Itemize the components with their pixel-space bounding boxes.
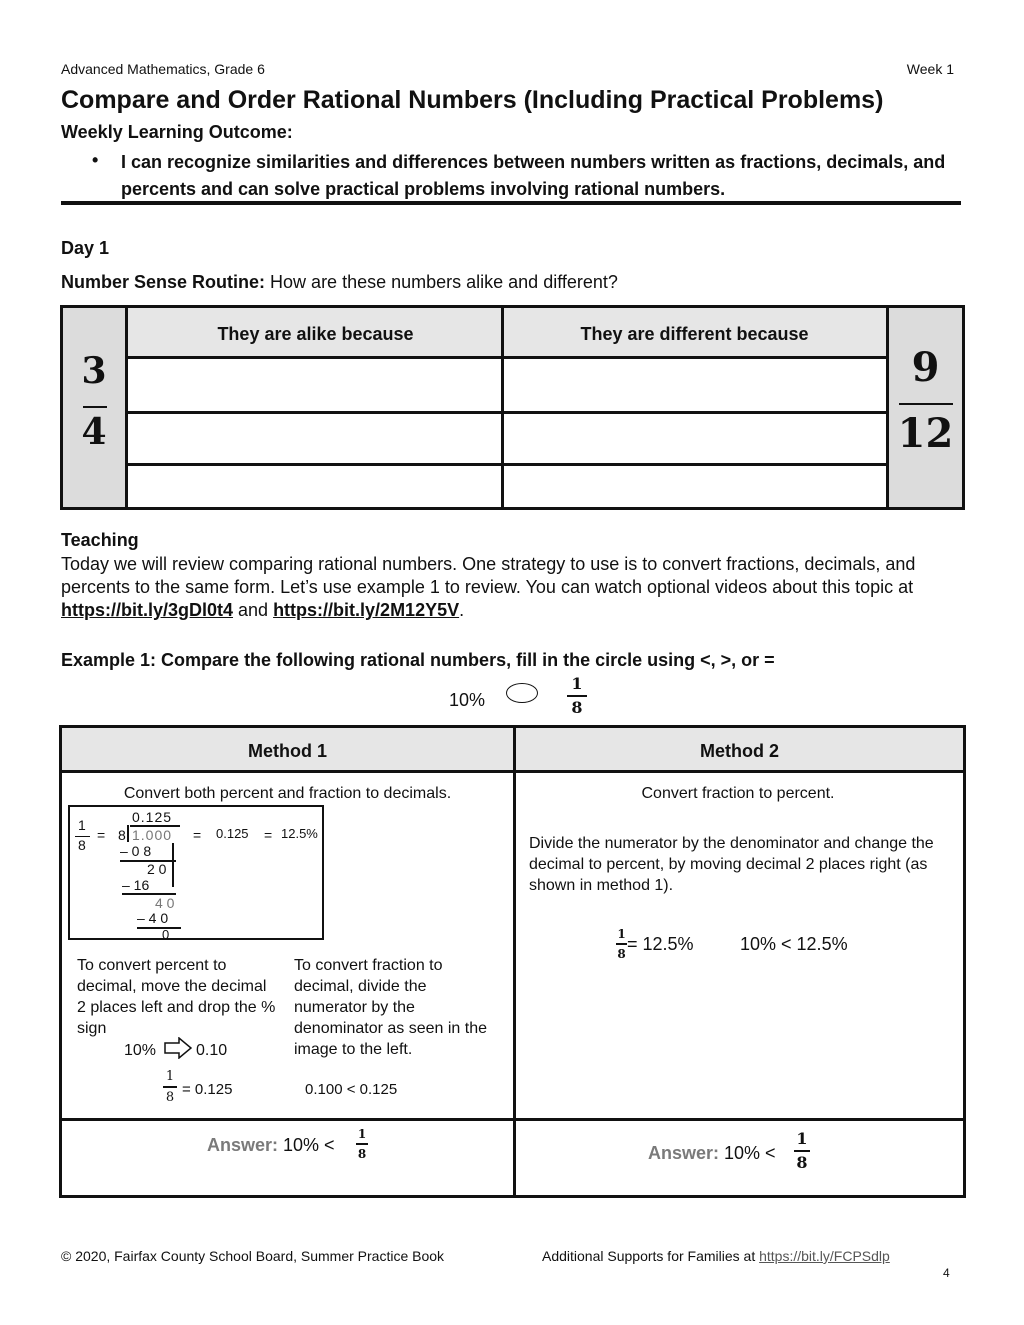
method2-answer	[648, 1143, 776, 1164]
method2-header: Method 2	[516, 728, 963, 773]
division-bracket-side	[127, 825, 129, 842]
bullet-icon: •	[92, 150, 99, 170]
number-sense-prompt	[61, 272, 618, 293]
division-quotient: 0.125	[132, 809, 173, 825]
method2-fraction	[616, 928, 627, 960]
footer-copyright: © 2020, Fairfax County School Board, Summer Practice Book	[61, 1248, 445, 1264]
method2-comparison: 10% < 12.5%	[740, 934, 848, 954]
example1-fraction-denominator: 8	[571, 697, 583, 717]
division-equals: =	[264, 827, 273, 843]
fraction-bar	[616, 943, 627, 945]
division-result-decimal: 0.125	[216, 826, 249, 841]
example1-heading: Example 1: Compare the following rational numbers, fill in the circle using <, >, or =	[61, 650, 775, 670]
division-result-percent: 12.5%	[281, 826, 318, 841]
different-answer-cell[interactable]	[504, 414, 886, 463]
division-fraction-numerator: 1	[78, 817, 86, 833]
fraction-to-decimal-note: To convert fraction to decimal, divide the numerator by the denominator as seen in the image to the left.	[294, 957, 488, 1058]
fraction-bar	[356, 1143, 368, 1145]
percent-example-from: 10%	[124, 1042, 157, 1059]
method2-answer-numerator: 1	[796, 1129, 808, 1148]
division-fraction-denominator: 8	[78, 837, 86, 853]
long-division-image	[68, 805, 324, 940]
comparison-circle[interactable]	[506, 683, 538, 703]
division-step: – 16	[122, 877, 150, 893]
video-link-1[interactable]: https://bit.ly/3gDl0t4	[61, 600, 234, 620]
teaching-text: Today we will review comparing rational numbers. One strategy to use is to convert fractions, decimals, and percents to the same form. Let’s use example 1 to review. You can watch optional videos about this topic at	[61, 554, 916, 597]
alike-answer-cell[interactable]	[131, 466, 501, 507]
alike-answer-cell[interactable]	[131, 359, 501, 411]
method2-answer-label: Answer:	[648, 1143, 720, 1163]
teaching-paragraph	[61, 553, 961, 622]
footer-supports-text: Additional Supports for Families at	[542, 1248, 760, 1264]
method1-intro: Convert both percent and fraction to decimals.	[123, 785, 452, 802]
division-step: 4 0	[155, 895, 175, 911]
method1-answer-fraction	[356, 1128, 368, 1160]
method1-answer	[207, 1135, 335, 1156]
division-step: – 4 0	[137, 910, 169, 926]
method1-answer-text: 10% <	[283, 1135, 335, 1155]
left-fraction-denominator: 4	[81, 411, 107, 453]
outcome-heading: Weekly Learning Outcome:	[61, 122, 293, 142]
example1-fraction-numerator: 1	[571, 674, 583, 693]
left-fraction-cell	[63, 308, 128, 507]
method1-answer-denominator: 8	[357, 1146, 367, 1161]
course-name: Advanced Mathematics, Grade 6	[61, 61, 265, 77]
method1-answer-numerator: 1	[357, 1127, 367, 1141]
division-equals: =	[193, 827, 202, 843]
method2-intro: Convert fraction to percent.	[641, 785, 835, 802]
alike-different-table	[60, 305, 965, 510]
teaching-heading: Teaching	[61, 530, 139, 550]
method2-fraction-denominator: 8	[617, 946, 626, 961]
right-fraction-cell	[886, 308, 962, 507]
number-sense-label: Number Sense Routine:	[61, 272, 266, 292]
footer-supports	[542, 1248, 890, 1264]
page-number: 4	[943, 1266, 950, 1280]
right-fraction-bar	[899, 403, 953, 405]
method1-fraction	[163, 1070, 177, 1104]
outcome-text: I can recognize similarities and differences between numbers written as fractions, decimals, and percents and can solve practical problems involving rational numbers.	[121, 152, 946, 199]
method2-answer-text: 10% <	[724, 1143, 776, 1163]
division-equals: =	[97, 827, 106, 843]
percent-to-decimal-note: To convert percent to decimal, move the decimal 2 places left and drop the % sign	[77, 957, 276, 1037]
method1-fraction-numerator: 1	[165, 1069, 175, 1084]
method2-answer-denominator: 8	[796, 1152, 808, 1172]
week-label: Week 1	[906, 61, 954, 77]
method2-fraction-numerator: 1	[617, 927, 626, 941]
method2-fraction-result: = 12.5%	[627, 934, 694, 954]
teaching-period: .	[459, 600, 465, 620]
right-arrow-icon	[164, 1037, 192, 1064]
day-heading: Day 1	[61, 238, 110, 258]
method2-answer-fraction	[794, 1131, 810, 1171]
example1-percent: 10%	[449, 690, 486, 710]
right-fraction-denominator: 12	[897, 410, 954, 457]
fraction-bar	[794, 1150, 810, 1152]
different-answer-cell[interactable]	[504, 359, 886, 411]
fraction-bar	[567, 695, 587, 697]
percent-example-to: 0.10	[196, 1042, 228, 1059]
division-dividend: 1.000	[132, 827, 173, 843]
teaching-and: and	[233, 600, 274, 620]
alike-column-header: They are alike because	[128, 308, 503, 359]
division-step-line	[137, 927, 181, 929]
division-step: 0	[162, 927, 170, 942]
left-fraction-bar	[83, 406, 107, 408]
left-fraction-numerator: 3	[81, 350, 107, 392]
answer-row-divider	[62, 1118, 963, 1121]
number-sense-question: How are these numbers alike and different?	[270, 272, 618, 292]
alike-answer-cell[interactable]	[131, 414, 501, 463]
header-divider	[61, 201, 961, 205]
method2-explanation: Divide the numerator by the denominator and change the decimal to percent, by moving decimal 2 places right (as shown in method 1).	[529, 835, 934, 894]
method1-answer-label: Answer:	[207, 1135, 279, 1155]
division-place-line	[172, 843, 174, 887]
example1-fraction	[567, 676, 587, 716]
fraction-bar	[163, 1086, 177, 1088]
footer-link[interactable]: https://bit.ly/FCPSdlp	[759, 1248, 890, 1264]
right-fraction-numerator: 9	[911, 344, 940, 391]
method1-fraction-denominator: 8	[165, 1089, 175, 1105]
method1-fraction-result: = 0.125	[182, 1081, 233, 1098]
different-column-header: They are different because	[503, 308, 886, 359]
method1-comparison: 0.100 < 0.125	[305, 1081, 398, 1098]
method1-header: Method 1	[62, 728, 513, 773]
division-step: – 0 8	[120, 843, 152, 859]
page-title: Compare and Order Rational Numbers (Including Practical Problems)	[61, 86, 884, 114]
division-divisor: 8	[118, 827, 126, 843]
different-answer-cell[interactable]	[504, 466, 886, 507]
video-link-2[interactable]: https://bit.ly/2M12Y5V	[273, 600, 460, 620]
division-step: 2 0	[147, 861, 167, 877]
